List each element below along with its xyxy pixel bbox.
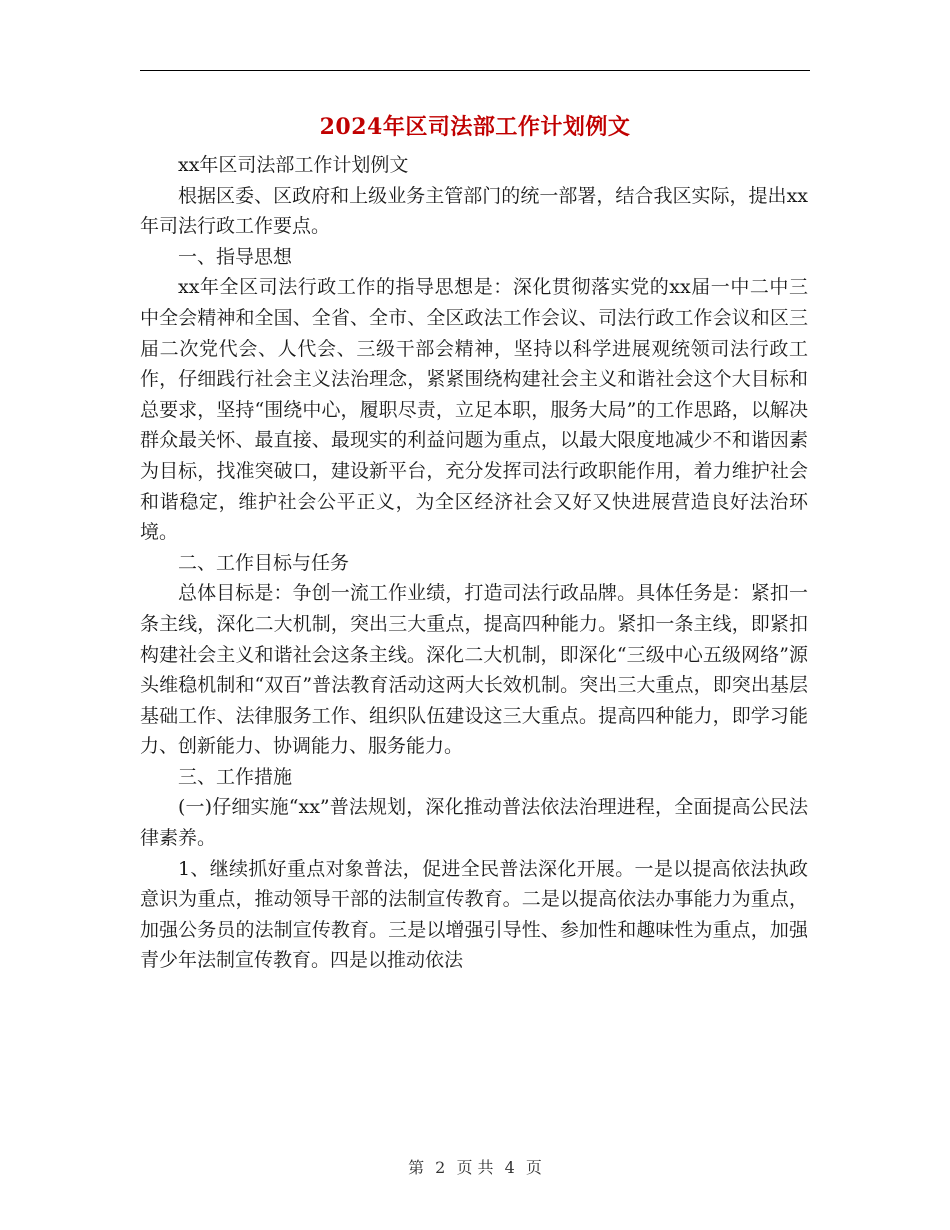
- paragraph-measure-1: (一)仔细实施“xx”普法规划，深化推动普法依法治理进程，全面提高公民法律素养。: [140, 796, 808, 850]
- section-heading-measures: 三、工作措施: [178, 765, 293, 788]
- document-title: 2024年区司法部工作计划例文: [319, 114, 631, 140]
- paragraph-measure-1-1: 1、继续抓好重点对象普法，促进全民普法深化开展。一是以提高依法执政意识为重点，推动领导干部的法制宣传教育。二是以提高依法办事能力为重点，加强公务员的法制宣传教育。三是以增强引导性、参加性和趣味性为重点，加强青少年法制宣传教育。四是以推动依法: [140, 857, 808, 972]
- page-footer: [140, 1155, 810, 1178]
- document-body: [140, 150, 808, 976]
- footer-current-page: 2: [435, 1158, 446, 1177]
- paragraph-subtitle: xx年区司法部工作计划例文: [178, 154, 409, 176]
- paragraph-goals: 总体目标是：争创一流工作业绩，打造司法行政品牌。具体任务是：紧扣一条主线，深化二大机制，突出三大重点，提高四种能力。紧扣一条主线，即紧扣构建社会主义和谐社会这条主线。深化二大机制，即深化“三级中心五级网络”源头维稳机制和“双百”普法教育活动这两大长效机制。突出三大重点，即突出基层基础工作、法律服务工作、组织队伍建设这三大重点。提高四种能力，即学习能力、创新能力、协调能力、服务能力。: [140, 582, 808, 758]
- section-heading-goals: 二、工作目标与任务: [178, 551, 350, 574]
- paragraph-guiding-thought: xx年全区司法行政工作的指导思想是：深化贯彻落实党的xx届一中二中三中全会精神和全国、全省、全市、全区政法工作会议、司法行政工作会议和区三届二次党代会、人代会、三级干部会精神，坚持以科学进展观统领司法行政工作，仔细践行社会主义法治理念，紧紧围绕构建社会主义和谐社会这个大目标和总要求，坚持“围绕中心，履职尽责，立足本职，服务大局”的工作思路，以解决群众最关怀、最直接、最现实的利益问题为重点，以最大限度地减少不和谐因素为目标，找准突破口，建设新平台，充分发挥司法行政职能作用，着力维护社会和谐稳定，维护社会公平正义，为全区经济社会又好又快进展营造良好法治环境。: [140, 276, 808, 544]
- paragraph-intro: 根据区委、区政府和上级业务主管部门的统一部署，结合我区实际，提出xx年司法行政工作要点。: [140, 184, 808, 238]
- footer-middle: 页 共: [456, 1158, 494, 1177]
- footer-suffix: 页: [525, 1158, 542, 1177]
- section-heading-guiding-thought: 一、指导思想: [178, 245, 293, 268]
- header-rule: [140, 70, 810, 71]
- footer-total-pages: 4: [504, 1158, 515, 1177]
- footer-prefix: 第: [408, 1158, 425, 1177]
